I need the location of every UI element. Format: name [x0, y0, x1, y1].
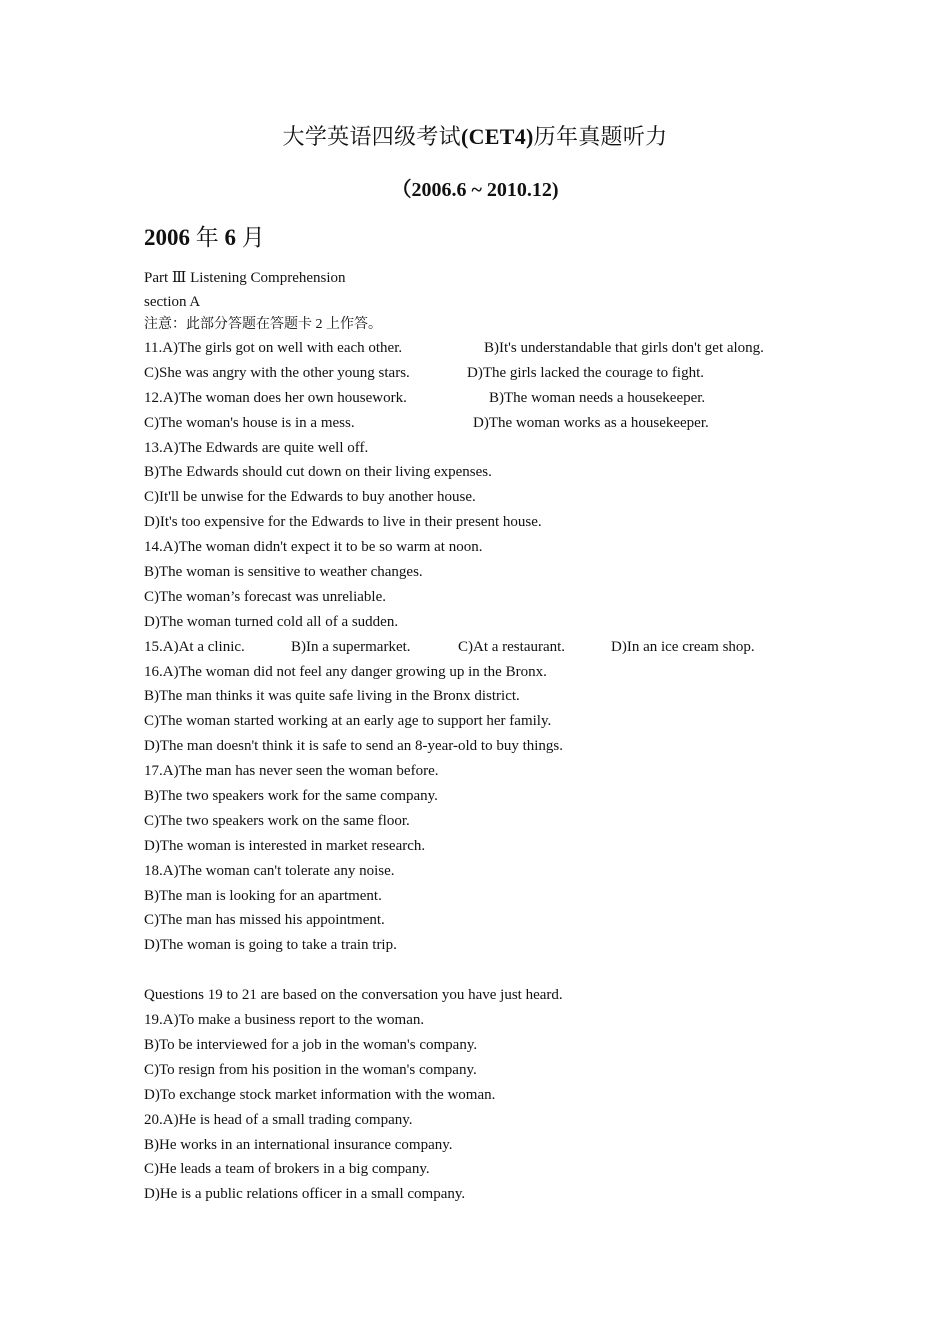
question-12-row-1: [144, 386, 844, 411]
document-subtitle: （2006.6 ~ 2010.12): [391, 179, 559, 201]
option-12c: C)The woman's house is in a mess.: [144, 414, 355, 431]
option-18a: 18.A)The woman can't tolerate any noise.: [144, 862, 395, 879]
option-15d: D)In an ice cream shop.: [611, 638, 755, 655]
question-11-row-1: [144, 336, 844, 361]
year-heading: [144, 219, 265, 252]
option-13d: D)It's too expensive for the Edwards to live in their present house.: [144, 514, 542, 531]
option-15b: B)In a supermarket.: [291, 638, 411, 655]
option-18c: C)The man has missed his appointment.: [144, 912, 385, 929]
option-13b: B)The Edwards should cut down on their living expenses.: [144, 464, 492, 481]
option-14c: C)The woman’s forecast was unreliable.: [144, 588, 386, 605]
questions-content: [144, 266, 844, 1207]
option-17d: D)The woman is interested in market research.: [144, 837, 426, 854]
option-14d: D)The woman turned cold all of a sudden.: [144, 613, 399, 630]
option-17c: C)The two speakers work on the same floor.: [144, 812, 410, 829]
notice-text: 注意：此部分答题在答题卡 2 上作答。: [144, 317, 382, 332]
option-16c: C)The woman started working at an early age to support her family.: [144, 713, 552, 730]
option-18b: B)The man is looking for an apartment.: [144, 887, 382, 904]
question-15-row: [144, 635, 844, 660]
option-11d: D)The girls lacked the courage to fight.: [467, 364, 704, 381]
option-20d: D)He is a public relations officer in a small company.: [144, 1186, 466, 1203]
part-label: Part Ⅲ Listening Comprehension: [144, 270, 346, 286]
question-11-row-2: [144, 361, 844, 386]
option-20c: C)He leads a team of brokers in a big company.: [144, 1161, 430, 1178]
document-title: [0, 120, 950, 151]
option-12a: 12.A)The woman does her own housework.: [144, 389, 407, 406]
option-12b: B)The woman needs a housekeeper.: [489, 389, 706, 406]
year-number: 2006: [144, 225, 190, 250]
question-12-row-2: [144, 411, 844, 436]
title-exam-code: (CET4): [460, 124, 534, 149]
option-11a: 11.A)The girls got on well with each other.: [144, 340, 403, 356]
option-15a: 15.A)At a clinic.: [144, 638, 245, 655]
option-19d: D)To exchange stock market information with the woman.: [144, 1086, 496, 1103]
option-15c: C)At a restaurant.: [458, 638, 566, 655]
option-18d: D)The woman is going to take a train trip.: [144, 937, 397, 954]
option-11c: C)She was angry with the other young stars.: [144, 364, 410, 381]
option-12d: D)The woman works as a housekeeper.: [473, 414, 709, 431]
option-13a: 13.A)The Edwards are quite well off.: [144, 439, 369, 456]
option-16b: B)The man thinks it was quite safe living in the Bronx district.: [144, 688, 520, 705]
month-number: 6: [224, 225, 236, 250]
section-label: section A: [144, 294, 201, 310]
year-char: 年: [190, 225, 225, 250]
blank-line: [144, 958, 844, 983]
intro-questions-19-21: Questions 19 to 21 are based on the conversation you have just heard.: [144, 987, 563, 1004]
month-char: 月: [236, 225, 265, 250]
title-suffix: 历年真题听力: [533, 124, 668, 149]
option-17b: B)The two speakers work for the same company.: [144, 788, 438, 805]
option-11b: B)It's understandable that girls don't get along.: [484, 340, 764, 356]
option-20b: B)He works in an international insurance company.: [144, 1136, 453, 1153]
option-19a: 19.A)To make a business report to the woman.: [144, 1012, 425, 1029]
option-16a: 16.A)The woman did not feel any danger growing up in the Bronx.: [144, 663, 547, 680]
option-19b: B)To be interviewed for a job in the woman's company.: [144, 1036, 478, 1053]
title-prefix: 大学英语四级考试: [282, 124, 461, 149]
option-13c: C)It'll be unwise for the Edwards to buy another house.: [144, 489, 476, 506]
option-14a: 14.A)The woman didn't expect it to be so warm at noon.: [144, 539, 483, 556]
option-19c: C)To resign from his position in the woman's company.: [144, 1061, 477, 1078]
option-16d: D)The man doesn't think it is safe to send an 8-year-old to buy things.: [144, 738, 563, 755]
option-14b: B)The woman is sensitive to weather changes.: [144, 564, 423, 581]
option-20a: 20.A)He is head of a small trading company.: [144, 1111, 413, 1128]
option-17a: 17.A)The man has never seen the woman before.: [144, 763, 439, 780]
